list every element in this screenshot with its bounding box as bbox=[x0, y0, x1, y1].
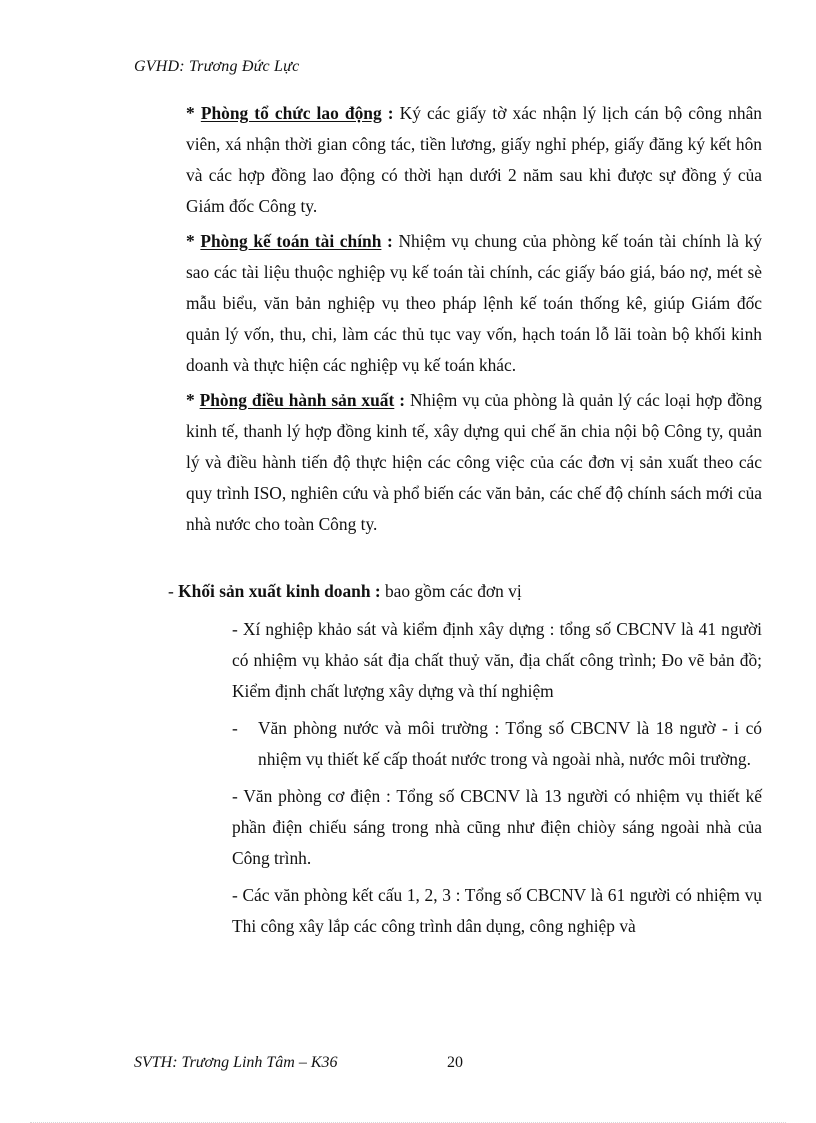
khoi-heading: Khối sản xuất kinh doanh : bbox=[178, 581, 381, 601]
body-dieu-hanh: Nhiệm vụ của phòng là quản lý các loại hợp đồng kinh tế, thanh lý hợp đồng kinh tế, xây dựng qui chế ăn chia nội bộ Công ty, quản lý và điều hành tiến độ thực hiện các công việc của các đơn vị sản xuất theo các quy trình ISO, nghiên cứu và phổ biến các văn bản, các chế độ chính sách mới của nhà nước cho toàn Công ty. bbox=[186, 390, 763, 534]
heading-colon: : bbox=[394, 390, 406, 410]
departments-section bbox=[186, 98, 762, 540]
list-item-nuoc-moi-truong bbox=[232, 713, 762, 775]
dash-prefix: - bbox=[168, 581, 179, 601]
footer-author: SVTH: Trương Linh Tâm – K36 bbox=[134, 1054, 338, 1071]
bullet-mark: * bbox=[186, 390, 195, 410]
heading-colon: : bbox=[381, 103, 394, 123]
units-list bbox=[232, 614, 762, 948]
page-header: GVHD: Trương Đức Lực bbox=[134, 58, 300, 75]
list-item-xi-nghiep: - Xí nghiệp khảo sát và kiểm định xây dựng : tổng số CBCNV là 41 người có nhiệm vụ khảo sát địa chất thuỷ văn, địa chất công trình; Đo vẽ bản đồ; Kiểm định chất lượng xây dựng và thí nghiệm bbox=[232, 619, 762, 701]
heading-ke-toan: Phòng kế toán tài chính bbox=[200, 231, 382, 251]
heading-to-chuc: Phòng tổ chức lao động bbox=[200, 103, 382, 123]
body-ke-toan: Nhiệm vụ chung của phòng kế toán tài chính là ký sao các tài liệu thuộc nghiệp vụ kế toán tài chính, các giấy báo giá, báo nợ, mét sè mẫu biểu, văn bản nghiệp vụ theo pháp lệnh kế toán thống kê, giúp Giám đốc quản lý vốn, thu, chi, làm các thủ tục vay vốn, hạch toán lỗ lãi toàn bộ khối kinh doanh và thực hiện các nghiệp vụ kế toán khác. bbox=[186, 231, 762, 375]
list-item-co-dien: - Văn phòng cơ điện : Tổng số CBCNV là 13 người có nhiệm vụ thiết kế phần điện chiếu sáng trong nhà cũng như điện chiòy sáng ngoài nhà của Công trình. bbox=[232, 786, 762, 868]
dash-bullet: - bbox=[232, 718, 238, 738]
bullet-mark: * bbox=[186, 103, 195, 123]
paragraph-to-chuc bbox=[186, 98, 762, 222]
heading-colon: : bbox=[381, 231, 393, 251]
heading-dieu-hanh: Phòng điều hành sản xuất bbox=[199, 390, 395, 410]
body-to-chuc: Ký các giấy tờ xác nhận lý lịch cán bộ công nhân viên, xá nhận thời gian công tác, tiền lương, giấy nghỉ phép, giấy đăng ký kết hôn và các hợp đồng lao động có thời hạn dưới 2 năm sau khi được sự đồng ý của Giám đốc Công ty. bbox=[186, 103, 762, 216]
list-item-text: Văn phòng nước và môi trường : Tổng số CBCNV là 18 ngườ - i có nhiệm vụ thiết kế cấp thoát nước trong và ngoài nhà, nước môi trường. bbox=[258, 718, 762, 769]
paragraph-ke-toan bbox=[186, 226, 762, 381]
khoi-san-xuat-line bbox=[168, 576, 768, 607]
page-number: 20 bbox=[447, 1054, 463, 1071]
khoi-body: bao gồm các đơn vị bbox=[380, 581, 522, 601]
bullet-mark: * bbox=[186, 231, 195, 251]
paragraph-dieu-hanh bbox=[186, 385, 762, 540]
list-item-ket-cau: - Các văn phòng kết cấu 1, 2, 3 : Tổng số CBCNV là 61 người có nhiệm vụ Thi công xây lắp các công trình dân dụng, công nghiệp và bbox=[232, 885, 762, 936]
